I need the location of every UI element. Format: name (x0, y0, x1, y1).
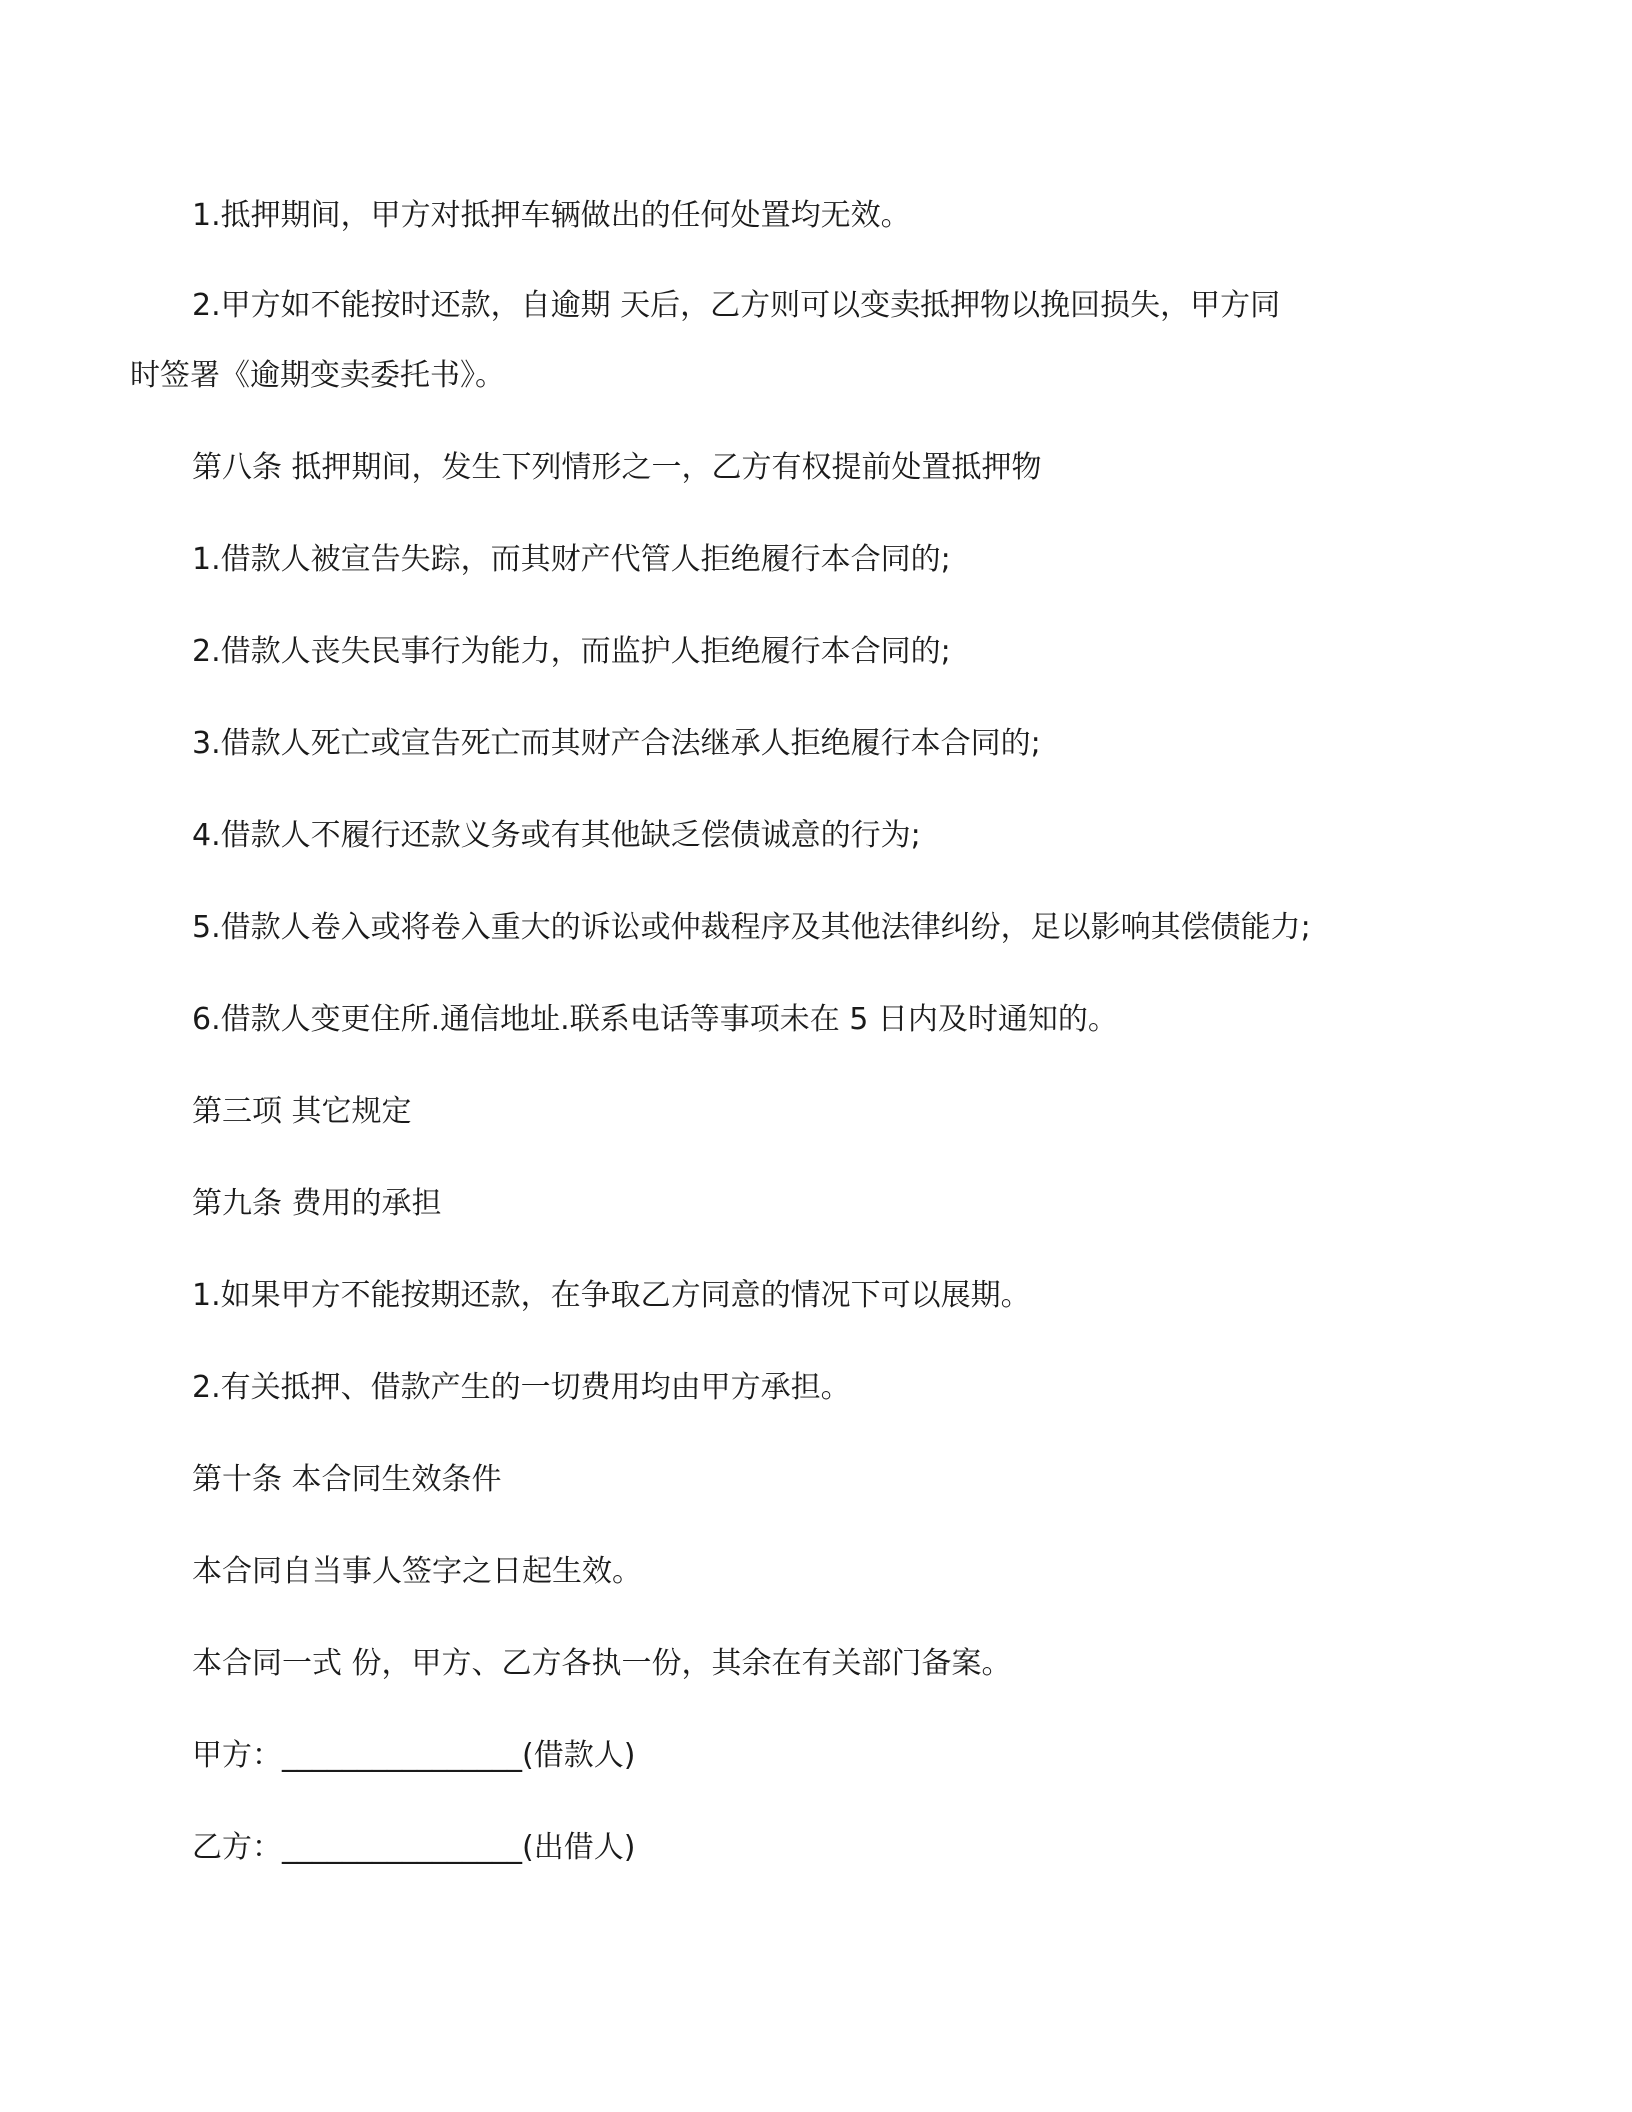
heading-article-9: 第九条 费用的承担 (192, 1186, 442, 1221)
paragraph-effective-date: 本合同自当事人签字之日起生效。 (192, 1554, 642, 1589)
signature-line-party-a: 甲方：________________(借款人) (192, 1738, 636, 1773)
paragraph-article-8-item-3: 3.借款人死亡或宣告死亡而其财产合法继承人拒绝履行本合同的; (192, 726, 1041, 761)
heading-article-8: 第八条 抵押期间，发生下列情形之一，乙方有权提前处置抵押物 (192, 450, 1042, 485)
paragraph-continuation: 时签署《逾期变卖委托书》。 (130, 358, 505, 393)
paragraph-article-8-item-5: 5.借款人卷入或将卷入重大的诉讼或仲裁程序及其他法律纠纷，足以影响其偿债能力; (192, 910, 1311, 945)
paragraph-article-9-item-2: 2.有关抵押、借款产生的一切费用均由甲方承担。 (192, 1370, 851, 1405)
paragraph-clause-7-item-2-continued (130, 354, 1472, 398)
paragraph-article-9-item-1: 1.如果甲方不能按期还款，在争取乙方同意的情况下可以展期。 (192, 1278, 1031, 1313)
paragraph-article-8-item-2: 2.借款人丧失民事行为能力，而监护人拒绝履行本合同的; (192, 634, 951, 669)
heading-section-3: 第三项 其它规定 (192, 1094, 412, 1129)
paragraph-copies: 本合同一式 份，甲方、乙方各执一份，其余在有关部门备案。 (192, 1646, 1012, 1681)
paragraph-article-8-item-1: 1.借款人被宣告失踪，而其财产代管人拒绝履行本合同的; (192, 542, 951, 577)
signature-line-party-b: 乙方：________________(出借人) (192, 1830, 636, 1865)
heading-article-10: 第十条 本合同生效条件 (192, 1462, 502, 1497)
paragraph-clause-7-item-1: 1.抵押期间，甲方对抵押车辆做出的任何处置均无效。 (192, 198, 911, 233)
paragraph-article-8-item-4: 4.借款人不履行还款义务或有其他缺乏偿债诚意的行为; (192, 818, 921, 853)
paragraph-article-8-item-6: 6.借款人变更住所.通信地址.联系电话等事项未在 5 日内及时通知的。 (192, 1002, 1118, 1037)
paragraph-clause-7-item-2: 2.甲方如不能按时还款，自逾期 天后，乙方则可以变卖抵押物以挽回损失，甲方同 (192, 288, 1281, 323)
